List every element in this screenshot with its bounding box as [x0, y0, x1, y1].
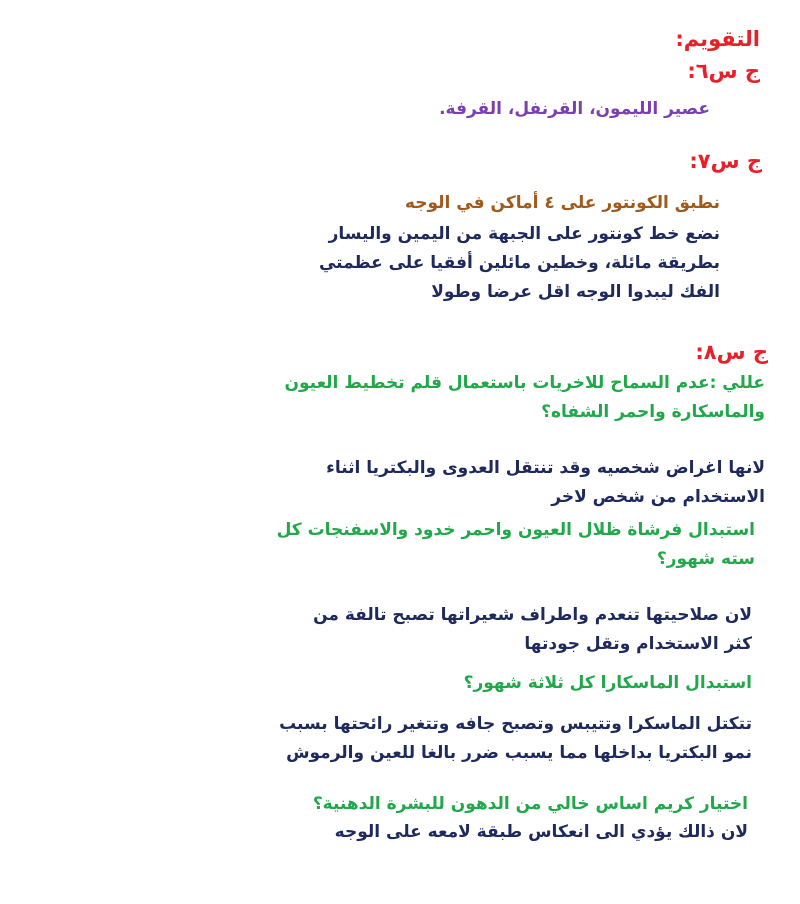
q7-line-2: نضع خط كونتور على الجبهة من اليمين واليسار: [328, 224, 720, 244]
q8-item2-answer-line-1: لان صلاحيتها تنعدم واطراف شعيراتها تصبح تالفة من: [313, 605, 752, 625]
q8-item4-answer: لان ذالك يؤدي الى انعكاس طبقة لامعه على الوجه: [334, 822, 748, 842]
q8-item1-answer-line-2: الاستخدام من شخص لاخر: [551, 487, 765, 507]
q7-line-1: نطبق الكونتور على ٤ أماكن في الوجه: [404, 193, 720, 213]
q7-line-4: الفك ليبدوا الوجه اقل عرضا وطولا: [431, 282, 720, 302]
q8-item3-answer-line-1: تتكتل الماسكرا وتتيبس وتصبح جافه وتتغير رائحتها بسبب: [279, 714, 752, 734]
q8-item1-question-line-2: والماسكارة واحمر الشفاه؟: [541, 402, 765, 422]
q7-line-3: بطريقة مائلة، وخطين مائلين أفقيا على عظمتي: [318, 253, 720, 273]
q8-item2-question-line-2: سته شهور؟: [656, 549, 755, 569]
q8-item4-question: اختيار كريم اساس خالي من الدهون للبشرة الدهنية؟: [312, 794, 748, 814]
q8-item3-question: استبدال الماسكارا كل ثلاثة شهور؟: [463, 673, 752, 693]
q7-label: ج س٧:: [689, 149, 762, 173]
q6-label: ج س٦:: [687, 59, 760, 83]
q8-item2-question-line-1: استبدال فرشاة ظلال العيون واحمر خدود والاسفنجات كل: [276, 520, 755, 540]
q6-answer: عصير الليمون، القرنفل، القرفة.: [439, 99, 710, 119]
q8-item1-question-line-1: عللي :عدم السماح للاخريات باستعمال قلم تخطيط العيون: [284, 373, 765, 393]
q8-item2-answer-line-2: كثر الاستخدام وتقل جودتها: [524, 634, 752, 654]
page-heading: التقويم:: [675, 27, 760, 51]
q8-item3-answer-line-2: نمو البكتريا بداخلها مما يسبب ضرر بالغا للعين والرموش: [286, 743, 752, 763]
q8-item1-answer-line-1: لانها اغراض شخصيه وقد تنتقل العدوى والبكتريا اثناء: [326, 458, 765, 478]
q8-label: ج س٨:: [695, 340, 768, 364]
